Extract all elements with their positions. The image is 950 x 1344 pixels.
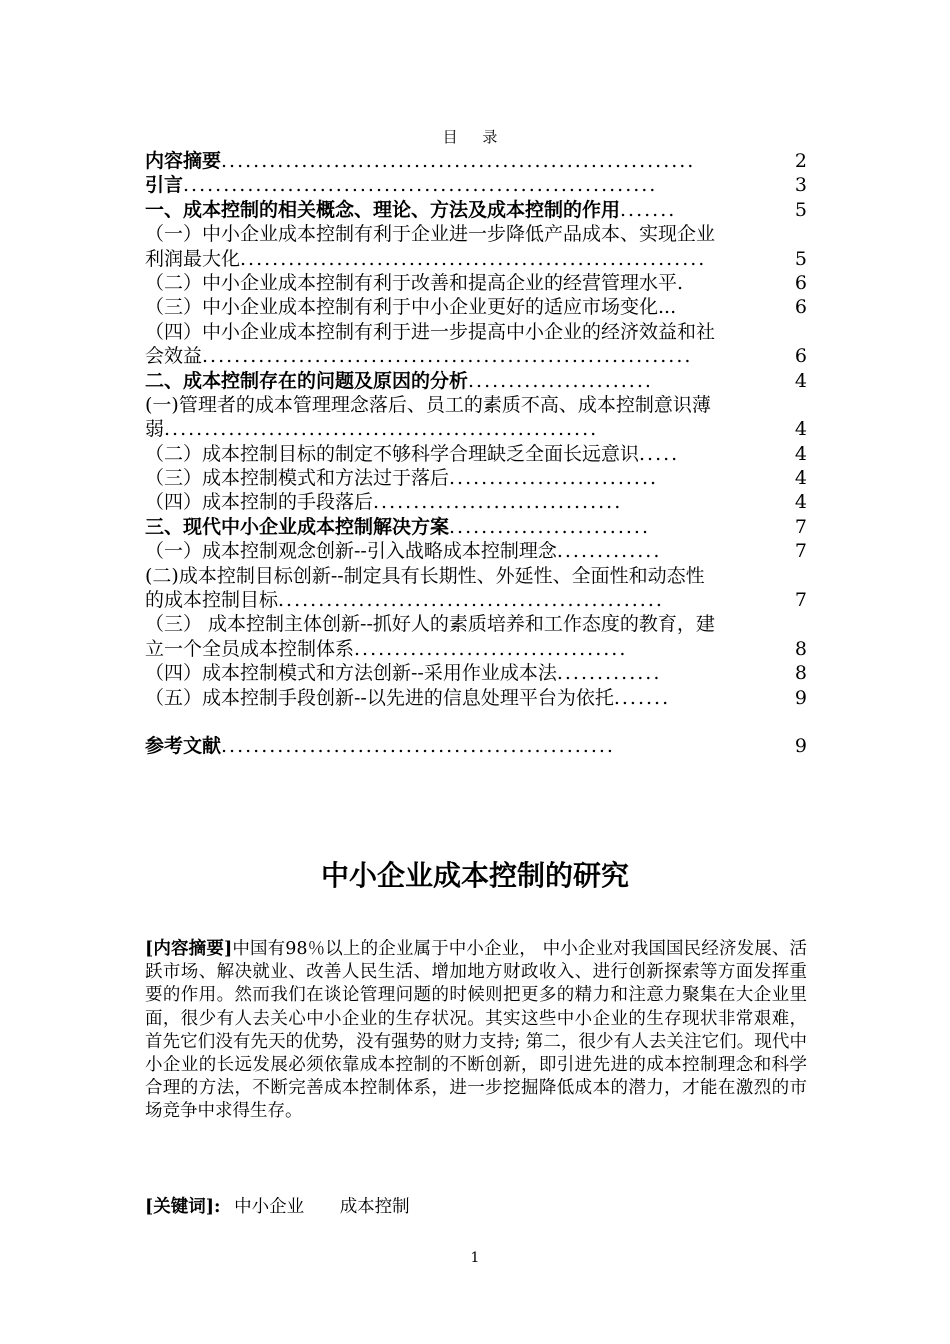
toc-entry-dots: ......................... [449,515,651,538]
toc-entry[interactable] [145,149,807,173]
toc-entry[interactable] [145,222,807,246]
toc-entry-dots: ................................................. [221,734,615,757]
toc-entry[interactable] [145,588,807,612]
toc-entry-dots: .......................................................... [240,247,707,270]
keyword: 中小企业 [234,1197,305,1217]
toc-entry-dots: ........................................................... [183,174,658,197]
document-title: 中小企业成本控制的研究 [320,859,629,892]
toc-entry[interactable] [145,417,807,441]
toc-entry[interactable] [145,686,807,710]
toc-entry[interactable] [145,539,807,563]
toc-entry-page: 8 [794,662,807,685]
toc-entry-text: 二、成本控制存在的问题及原因的分析 [145,369,469,392]
toc-entry-dots: ............. [556,540,662,563]
toc-entry[interactable] [145,295,807,319]
toc-entry-page: 7 [794,515,807,538]
toc-entry-text: 立一个全员成本控制体系 [145,637,355,660]
toc-entry-text: （四）成本控制的手段落后 [145,491,374,514]
keyword: 成本控制 [339,1197,410,1217]
toc-entry-dots: ....... [613,686,671,709]
toc-entry-dots: ...................................................... [164,418,599,441]
toc-entry-page: 4 [794,467,807,490]
toc-entry[interactable] [145,564,807,588]
toc-entry-text: 利润最大化 [145,247,241,270]
toc-entry-page: 6 [794,271,807,294]
toc-entry-text: （四）成本控制模式和方法创新--采用作业成本法 [145,662,557,685]
toc-entry[interactable] [145,369,807,393]
toc-entry-text: (二)成本控制目标创新--制定具有长期性、外延性、全面性和动态性 [145,564,705,587]
toc-entry-page: 9 [794,686,807,709]
toc-entry-references[interactable] [145,734,807,758]
toc-entry-text: （二）中小企业成本控制有利于改善和提高企业的经营管理水平. [145,271,684,294]
toc-entry-page: 3 [794,174,807,197]
toc-entry-text: 参考文献 [145,734,222,757]
toc-entry-page: 4 [794,418,807,441]
toc-entry-text: （三）中小企业成本控制有利于中小企业更好的适应市场变化... [145,296,677,319]
toc-entry-text: （三） 成本控制主体创新--抓好人的素质培养和工作态度的教育，建 [145,613,715,636]
toc-entry-dots: ............................... [373,491,623,514]
toc-entry-dots: ............................................................. [202,345,693,368]
toc-entry-dots: .......................... [449,467,659,490]
toc-entry[interactable] [145,612,807,636]
toc-title: 目 录 [442,128,508,146]
toc-entry[interactable] [145,442,807,466]
page-number: 1 [470,1250,480,1266]
toc-entry-page: 6 [794,296,807,319]
toc-entry-text: 的成本控制目标 [145,589,279,612]
toc-entry[interactable] [145,247,807,271]
abstract-label: [内容摘要] [145,939,233,959]
toc-entry-text: 会效益 [145,345,203,368]
toc-entry-page: 5 [794,247,807,270]
toc-entry-page: 5 [794,198,807,221]
toc-entry-page: 7 [794,540,807,563]
keywords [145,1196,807,1219]
toc-entry-text: （一）成本控制观念创新--引入战略成本控制理念 [145,540,557,563]
toc-entry[interactable] [145,466,807,490]
toc-entry-text: 弱 [145,418,165,441]
toc-entry-text: （二）成本控制目标的制定不够科学合理缺乏全面长远意识 [145,442,640,465]
toc-entry-page: 7 [794,589,807,612]
toc-entry-page: 4 [794,442,807,465]
toc-entry[interactable] [145,344,807,368]
toc-entry[interactable] [145,173,807,197]
keywords-label: [关键词]: [145,1197,221,1217]
toc-entry-dots: ........................................................... [221,150,696,172]
toc-entry-text: 一、成本控制的相关概念、理论、方法及成本控制的作用 [145,198,621,221]
toc-entry[interactable] [145,271,807,295]
toc-entry-text: 引言 [145,174,184,197]
toc-entry-dots: ..... [639,442,680,465]
toc-entry-text: （四）中小企业成本控制有利于进一步提高中小企业的经济效益和社 [145,320,716,343]
toc-entry-dots: ....... [620,198,677,221]
toc-entry-dots: ....................... [468,369,653,392]
toc-entry[interactable] [145,637,807,661]
toc-entry-text: （三）成本控制模式和方法过于落后 [145,467,450,490]
toc-entry-page: 8 [794,637,807,660]
abstract-body: 中国有98％以上的企业属于中小企业， 中小企业对我国国民经济发展、活跃市场、解决就业、改善人民生活、增加地方财政收入、进行创新探索等方面发挥重要的作用。然而我们在谈论管理问题的时候则把更多的精力和注意力聚集在大企业里面，很少有人去关心中小企业的生存状况。其实这些中小企业的生存现状非常艰难，首先它们没有先天的优势，没有强势的财力支持; 第二，很少有人去关注它们。现代中小企业的长远发展必须依靠成本控制的不断创新，即引进先进的成本控制理念和科学合理的方法，不断完善成本控制体系，进一步挖掘降低成本的潜力，才能在激烈的市场竞争中求得生存。 [145,939,807,1122]
toc-entry-text: (一)管理者的成本管理理念落后、员工的素质不高、成本控制意识薄 [145,393,711,416]
toc-entry-dots: ............. [556,662,662,685]
toc-entry[interactable] [145,198,807,222]
toc-entry[interactable] [145,515,807,539]
toc-entry-text: （一）中小企业成本控制有利于企业进一步降低产品成本、实现企业 [145,223,716,246]
toc-entry-page: 9 [794,734,807,757]
toc-entry-dots: ................................................ [278,589,664,612]
toc-entry[interactable] [145,320,807,344]
toc-entry-text: 三、现代中小企业成本控制解决方案 [145,515,450,538]
toc-entry-page: 2 [794,150,807,172]
toc-entry[interactable] [145,490,807,514]
toc-entry-page: 4 [794,491,807,514]
toc-entry-page: 4 [794,369,807,392]
toc-entry[interactable] [145,393,807,417]
toc-entry-text: 内容摘要 [145,150,222,172]
toc-entry-text: （五）成本控制手段创新--以先进的信息处理平台为依托 [145,686,614,709]
abstract [145,938,807,1124]
toc-entry[interactable] [145,661,807,685]
toc-entry-page: 6 [794,345,807,368]
toc-entry-dots: .................................. [354,637,628,660]
table-of-contents [145,149,807,758]
